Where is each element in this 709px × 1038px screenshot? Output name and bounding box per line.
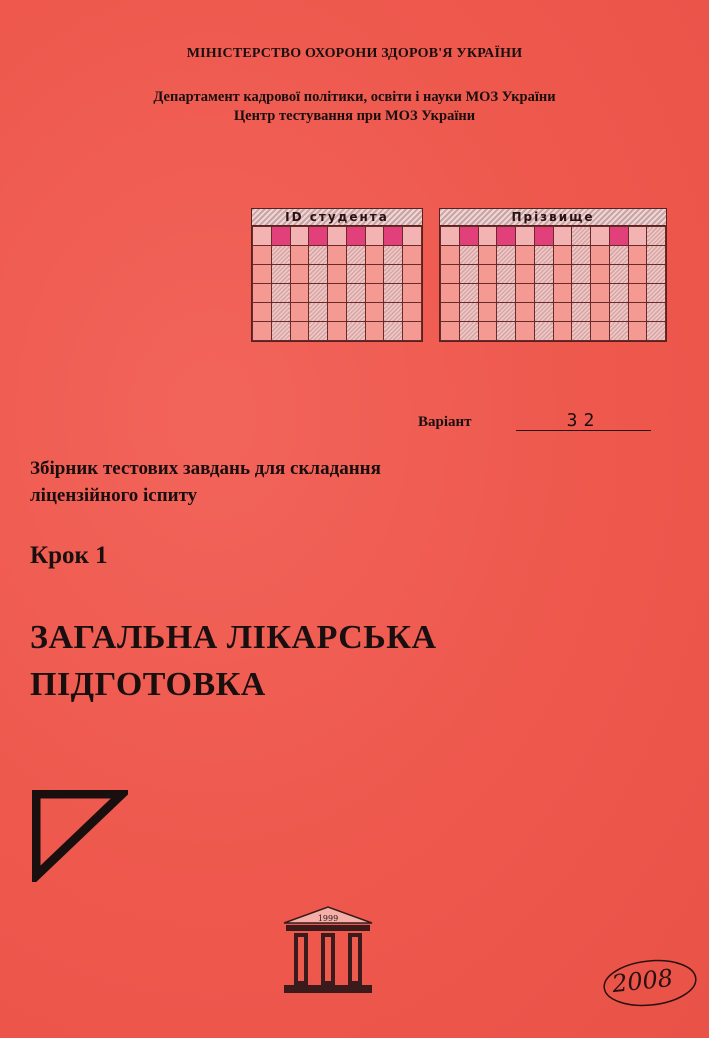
surname-grid-cell <box>516 284 535 303</box>
surname-grid-cell <box>497 284 516 303</box>
variant-label: Варіант <box>418 414 472 430</box>
surname-grid-cell <box>534 303 553 322</box>
surname-grid-cell <box>609 227 628 246</box>
surname-grid-cell <box>516 265 535 284</box>
student-id-grid-cell <box>271 284 290 303</box>
collection-title-line1: Збірник тестових завдань для складання <box>30 458 381 479</box>
student-id-grid-cell <box>271 303 290 322</box>
student-id-grid-cell <box>309 265 328 284</box>
student-id-grid-cell <box>253 246 272 265</box>
surname-grid-cell <box>628 322 647 341</box>
surname-grid-cell <box>441 265 460 284</box>
surname-grid-cell <box>478 303 497 322</box>
student-id-grid-cell <box>403 265 422 284</box>
surname-grid-cell <box>647 322 666 341</box>
student-id-grid-cell <box>253 303 272 322</box>
surname-grid-cell <box>591 246 610 265</box>
surname-grid-cell <box>553 322 572 341</box>
surname-cells <box>440 226 666 341</box>
surname-grid-cell <box>478 284 497 303</box>
student-id-grid-cell <box>365 284 384 303</box>
student-id-grid-cell <box>309 303 328 322</box>
surname-grid-cell <box>628 265 647 284</box>
surname-grid-cell <box>459 246 478 265</box>
surname-grid-cell <box>628 227 647 246</box>
student-id-grid-cell <box>328 303 347 322</box>
subject-title <box>30 614 437 708</box>
surname-grid-cell <box>497 303 516 322</box>
surname-grid-cell <box>609 303 628 322</box>
surname-grid-cell <box>478 246 497 265</box>
surname-grid-cell <box>591 265 610 284</box>
surname-grid-cell <box>572 246 591 265</box>
surname-grid-cell <box>572 284 591 303</box>
surname-grid-cell <box>534 322 553 341</box>
surname-grid-cell <box>516 322 535 341</box>
student-id-grid-cell <box>365 227 384 246</box>
surname-grid-cell <box>534 265 553 284</box>
student-id-grid-cell <box>384 227 403 246</box>
student-id-grid-cell <box>384 265 403 284</box>
surname-grid-cell <box>459 265 478 284</box>
student-id-grid-cell <box>346 246 365 265</box>
surname-grid-cell <box>609 284 628 303</box>
student-id-grid-cell <box>403 284 422 303</box>
surname-grid-cell <box>534 227 553 246</box>
student-id-grid-cell <box>328 227 347 246</box>
surname-grid-cell <box>516 246 535 265</box>
student-id-grid-cell <box>346 322 365 341</box>
student-id-grid-cell <box>309 322 328 341</box>
student-id-grid-cell <box>384 284 403 303</box>
student-id-grid-cell <box>403 303 422 322</box>
student-id-grid-cell <box>346 227 365 246</box>
student-id-grid-cell <box>328 265 347 284</box>
surname-grid <box>439 208 667 342</box>
handwritten-year: 2008 <box>610 963 675 999</box>
surname-grid-cell <box>647 303 666 322</box>
student-id-grid-cell <box>403 246 422 265</box>
step-title: Крок 1 <box>30 542 108 569</box>
student-id-grid-cell <box>290 322 309 341</box>
surname-grid-cell <box>572 303 591 322</box>
student-id-grid-cell <box>346 284 365 303</box>
student-id-grid-cell <box>271 227 290 246</box>
subject-title-line1: ЗАГАЛЬНА ЛІКАРСЬКА <box>30 619 437 656</box>
student-id-grid-cell <box>253 227 272 246</box>
surname-grid-cell <box>497 265 516 284</box>
student-id-grid-cell <box>346 303 365 322</box>
student-id-cells <box>252 226 422 341</box>
student-id-grid-cell <box>290 265 309 284</box>
surname-grid-cell <box>497 227 516 246</box>
surname-grid-cell <box>441 303 460 322</box>
student-id-grid-cell <box>271 265 290 284</box>
emblem-logo-icon <box>280 905 376 997</box>
student-id-grid-cell <box>271 322 290 341</box>
student-id-grid-cell <box>384 303 403 322</box>
surname-grid-cell <box>497 322 516 341</box>
subject-title-line2: ПІДГОТОВКА <box>30 666 266 703</box>
surname-grid-cell <box>591 284 610 303</box>
surname-grid-cell <box>459 284 478 303</box>
student-id-grid <box>251 208 423 342</box>
student-id-grid-cell <box>328 284 347 303</box>
surname-grid-cell <box>553 246 572 265</box>
department-block <box>0 88 709 126</box>
surname-grid-cell <box>441 227 460 246</box>
student-id-grid-cell <box>365 246 384 265</box>
student-id-grid-cell <box>365 265 384 284</box>
surname-grid-cell <box>591 322 610 341</box>
surname-grid-cell <box>553 284 572 303</box>
surname-grid-cell <box>497 246 516 265</box>
surname-grid-cell <box>647 265 666 284</box>
triangle-logo-icon <box>32 790 128 882</box>
surname-grid-cell <box>459 303 478 322</box>
surname-grid-cell <box>441 322 460 341</box>
surname-grid-cell <box>459 227 478 246</box>
student-id-grid-cell <box>290 246 309 265</box>
student-id-grid-cell <box>253 322 272 341</box>
student-id-grid-cell <box>328 322 347 341</box>
student-id-grid-cell <box>365 303 384 322</box>
student-id-grid-cell <box>365 322 384 341</box>
surname-grid-cell <box>628 303 647 322</box>
surname-grid-cell <box>572 227 591 246</box>
student-id-grid-cell <box>328 246 347 265</box>
student-id-grid-cell <box>346 265 365 284</box>
collection-title-line2: ліцензійного іспиту <box>30 485 198 506</box>
ministry-name: МІНІСТЕРСТВО ОХОРОНИ ЗДОРОВ'Я УКРАЇНИ <box>186 46 523 61</box>
surname-grid-cell <box>553 227 572 246</box>
surname-grid-cell <box>478 265 497 284</box>
surname-grid-cell <box>553 265 572 284</box>
surname-grid-cell <box>609 322 628 341</box>
surname-grid-cell <box>553 303 572 322</box>
student-id-grid-cell <box>290 303 309 322</box>
surname-grid-cell <box>591 303 610 322</box>
collection-title <box>30 455 381 509</box>
student-id-grid-cell <box>309 227 328 246</box>
student-id-grid-cell <box>290 284 309 303</box>
surname-grid-cell <box>478 322 497 341</box>
student-id-grid-cell <box>384 322 403 341</box>
testing-center-name: Центр тестування при МОЗ України <box>233 108 476 124</box>
student-id-grid-cell <box>403 322 422 341</box>
student-id-grid-cell <box>290 227 309 246</box>
surname-grid-cell <box>647 227 666 246</box>
student-id-grid-cell <box>253 284 272 303</box>
student-id-grid-cell <box>271 246 290 265</box>
student-id-grid-cell <box>309 284 328 303</box>
student-id-grid-cell <box>384 246 403 265</box>
surname-grid-cell <box>516 303 535 322</box>
surname-grid-cell <box>609 265 628 284</box>
student-id-grid-cell <box>403 227 422 246</box>
surname-grid-cell <box>572 322 591 341</box>
surname-grid-cell <box>534 246 553 265</box>
variant-value: 32 <box>566 410 601 431</box>
surname-grid-cell <box>591 227 610 246</box>
student-id-grid-cell <box>253 265 272 284</box>
surname-grid-cell <box>478 227 497 246</box>
student-id-grid-title: ID студента <box>252 209 422 226</box>
surname-grid-title: Прізвище <box>440 209 666 226</box>
surname-grid-cell <box>459 322 478 341</box>
surname-grid-cell <box>572 265 591 284</box>
surname-grid-cell <box>441 284 460 303</box>
surname-grid-cell <box>647 284 666 303</box>
student-id-grid-cell <box>309 246 328 265</box>
surname-grid-cell <box>609 246 628 265</box>
department-name: Департамент кадрової політики, освіти і науки МОЗ України <box>153 89 556 105</box>
surname-grid-cell <box>647 246 666 265</box>
emblem-year: 1999 <box>317 914 339 923</box>
surname-grid-cell <box>516 227 535 246</box>
surname-grid-cell <box>441 246 460 265</box>
surname-grid-cell <box>628 246 647 265</box>
surname-grid-cell <box>534 284 553 303</box>
surname-grid-cell <box>628 284 647 303</box>
